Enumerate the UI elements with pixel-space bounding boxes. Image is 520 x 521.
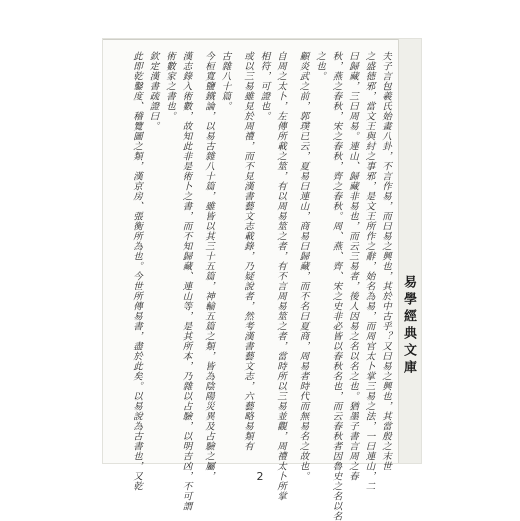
text-column: 顧炎武之前，郭璞已云，夏易曰連山，商易曰歸藏，而不名曰夏商，周易者時代而無易名之故也。 <box>297 51 309 481</box>
text-column: 夫子言包羲氏始畫八卦，不言作易，而曰易之興也，其於中古乎？又曰易之興也，其當殷之末世 <box>380 51 391 471</box>
text-column: 古雜八十篇。 <box>219 51 231 111</box>
series-title: 易學經典文庫 <box>401 275 416 377</box>
text-column: 此即乾鑿度、稽覽圖之類，漢京房、張衡所為也。今世所傳易書，盡於此矣。以易說為古書也，又乾 <box>131 51 142 491</box>
text-column: 漢志錄入術數，故知此非是術卜之書，而不知歸藏、連山等，是其所本，乃雜以占驗，以明吉凶，不可謂 <box>180 51 192 511</box>
top-rule <box>103 39 421 40</box>
text-column: 術數家之書也。 <box>164 51 175 121</box>
page-number: 2 <box>256 470 264 483</box>
text-column: 曰歸藏，三曰周易。連山、歸藏非易也，而云三易者，後人因易之名以名之也。猶墨子書言周之春 <box>347 51 358 481</box>
book-page <box>102 38 422 521</box>
text-column: 秋，燕之春秋，宋之春秋，齊之春秋。周、燕、齊、宋之史非必皆以春秋名也，而云春秋者因魯史之名以名 <box>330 51 342 521</box>
text-column: 之盛德邪，當文王與紂之事邪，是文王所作之辭，始名為易，而周官太卜掌三易之法，一曰連山，二 <box>363 51 375 491</box>
text-column: 之也。 <box>314 51 325 81</box>
text-column: 自周之太卜，左傳所載之筮，有以周易筮之者，有不言周易筮之者，當時所以三易並觀，周禮太卜所掌 <box>275 51 286 501</box>
body-text <box>122 51 394 521</box>
text-column: 或以三易雖見於周禮，而不見漢書藝文志載錄，乃疑說者，然考漢書藝文志，六藝略易類有 <box>242 51 253 451</box>
side-band <box>398 39 421 463</box>
text-column: 相符，可證也。 <box>258 51 270 121</box>
text-column: 欽定漢書疏證曰。 <box>147 51 159 131</box>
text-column: 今桓寬鹽鐵論，以易古雜八十篇，雖皆以其三十五篇，神輸五篇之類，皆為陰陽災異及占驗之屬， <box>203 51 214 481</box>
